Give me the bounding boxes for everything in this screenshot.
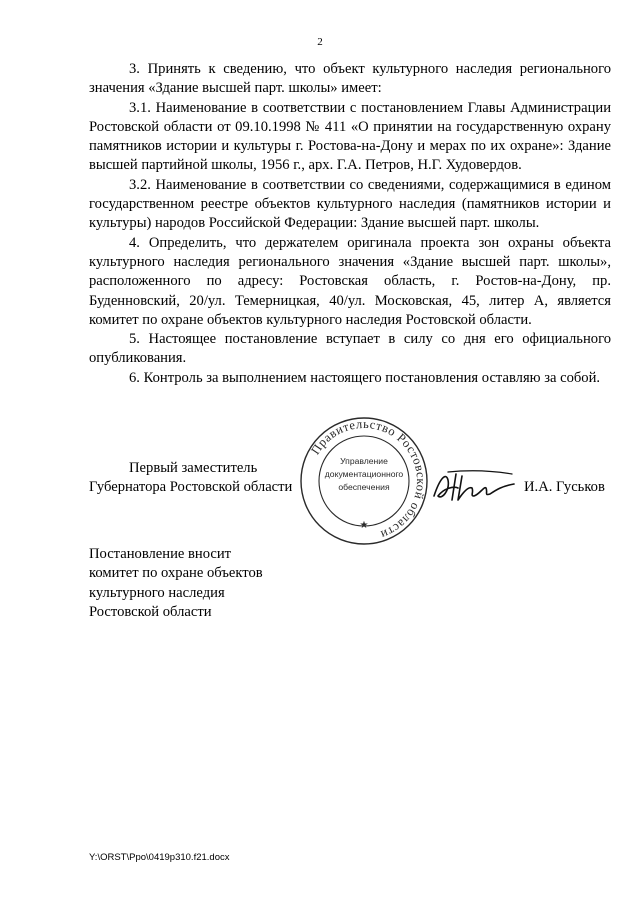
paragraph-3-2: 3.2. Наименование в соответствии со сведениями, содержащимися в едином государственном реестре объектов культурного наследия (памятников истории и культуры) народов Российской Федерации: Здание высшей парт. школы. [89,176,611,232]
stamp-star-icon: ★ [359,520,369,531]
signatory-title-line-1: Первый заместитель [129,460,258,476]
stamp-inner-line-3: обеспечения [338,482,390,492]
official-seal-icon [298,415,430,547]
submitter-line-3: культурного наследия [89,584,225,601]
paragraph-3: 3. Принять к сведению, что объект культурного наследия регионального значения «Здание высшей парт. школы» имеет: [89,61,611,97]
submitter-note [89,545,263,622]
paragraph-3-1: 3.1. Наименование в соответствии с постановлением Главы Администрации Ростовской области от 09.10.1998 № 411 «О принятии на государственную охрану памятников истории и культуры г. Ростова-на-Дону и мерах по их охране»: Здание высшей партийной школы, 1956 г., арх. Г.А. Петров, Н.Г. Худовердов. [89,99,611,174]
submitter-line-4: Ростовской области [89,603,212,620]
handwritten-signature-icon [428,466,518,506]
paragraph-6: 6. Контроль за выполнением настоящего постановления оставляю за собой. [129,369,601,386]
submitter-line-2: комитет по охране объектов [89,565,263,582]
page-number: 2 [317,36,323,48]
stamp-inner-line-1: Управление [340,456,388,466]
paragraph-5: 5. Настоящее постановление вступает в силу со дня его официального опубликования. [89,331,611,367]
file-path: Y:\ORST\Ppo\0419p310.f21.docx [89,852,230,863]
paragraph-4: 4. Определить, что держателем оригинала проекта зон охраны объекта культурного наследия регионального значения «Здание высшей парт. школы», расположенного по адресу: Ростовская область, г. Ростов-на-Дону, пр. Буденновский, 20/ул. Темерницкая, 40/ул. Московская, 45, литер А, является комитет по охране объектов культурного наследия Ростовской области. [89,234,611,328]
stamp-outer-text: Правительство Ростовской области [308,416,429,543]
submitter-line-1: Постановление вносит [89,546,232,562]
signatory-title-line-2: Губернатора Ростовской области [89,479,293,495]
stamp-inner-line-2: документационного [324,469,404,479]
signatory-name: И.А. Гуськов [524,479,605,495]
